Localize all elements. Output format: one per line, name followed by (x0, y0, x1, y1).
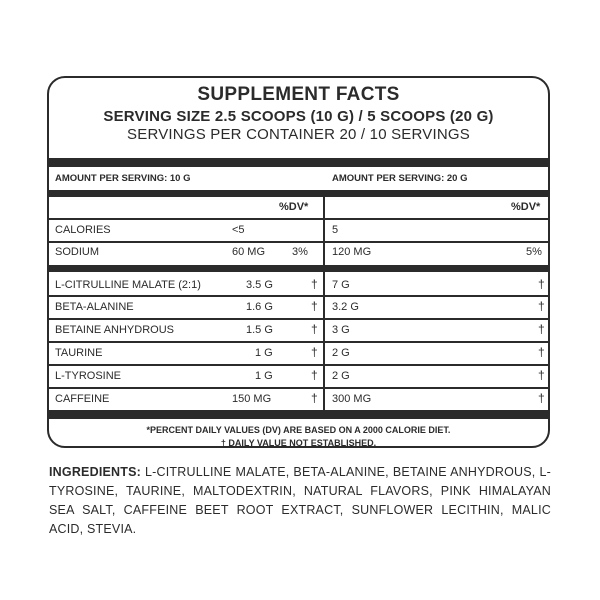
serving-size: SERVING SIZE 2.5 SCOOPS (10 G) / 5 SCOOPS (20 G) (103, 108, 494, 125)
ingredient-name: BETA-ALANINE (55, 301, 134, 313)
dagger-icon: † (538, 299, 545, 313)
dagger-icon: † (311, 277, 318, 291)
row-divider (49, 387, 548, 389)
ingredient-name: L-CITRULLINE MALATE (2:1) (55, 279, 201, 291)
ingredients-list (49, 463, 551, 539)
ingredients-text: L-CITRULLINE MALATE, BETA-ALANINE, BETAINE ANHYDROUS, L-TYROSINE, TAURINE, MALTODEXTRIN, NATURAL FLAVORS, PINK HIMALAYAN SEA SALT, CAFFEINE BEET ROOT EXTRACT, SUNFLOWER LECITHIN, MALIC ACID, STEVIA. (49, 465, 551, 536)
thick-divider (49, 158, 548, 167)
ingredient-name: L-TYROSINE (55, 370, 122, 382)
ingredient-amount-left: 1.5 G (246, 324, 273, 336)
ingredient-amount-right: 2 G (332, 347, 350, 359)
dv-header-left: %DV* (279, 201, 309, 213)
amount-per-serving-left: AMOUNT PER SERVING: 10 G (55, 173, 191, 184)
dagger-icon: † (311, 368, 318, 382)
dagger-icon: † (311, 299, 318, 313)
ingredient-amount-right: 7 G (332, 279, 350, 291)
row-divider (49, 241, 548, 243)
thick-divider (49, 410, 548, 419)
dagger-icon: † (538, 277, 545, 291)
dagger-icon: † (311, 345, 318, 359)
dagger-icon: † (538, 322, 545, 336)
dv-header-right: %DV* (511, 201, 541, 213)
ingredients-label: INGREDIENTS: (49, 465, 141, 479)
row-divider (49, 295, 548, 297)
ingredient-amount-left: 1 G (255, 370, 273, 382)
servings-per-container: SERVINGS PER CONTAINER 20 / 10 SERVINGS (127, 126, 470, 143)
sodium-right: 120 MG (332, 246, 372, 258)
ingredient-name: BETAINE ANHYDROUS (55, 324, 174, 336)
row-divider (49, 364, 548, 366)
dagger-icon: † (538, 368, 545, 382)
footnote-dv: *PERCENT DAILY VALUES (DV) ARE BASED ON A 2000 CALORIE DIET. (146, 425, 451, 435)
dagger-icon: † (311, 391, 318, 405)
sodium-right-dv: 5% (526, 246, 542, 258)
ingredient-amount-left: 3.5 G (246, 279, 273, 291)
supplement-facts-panel (47, 76, 550, 448)
row-divider (49, 218, 548, 220)
sodium-left-dv: 3% (292, 246, 308, 258)
column-divider (323, 197, 325, 269)
ingredient-amount-left: 150 MG (232, 393, 272, 405)
dagger-icon: † (538, 345, 545, 359)
row-divider (49, 341, 548, 343)
ingredient-amount-right: 300 MG (332, 393, 372, 405)
label-title: SUPPLEMENT FACTS (197, 84, 400, 105)
ingredient-amount-right: 2 G (332, 370, 350, 382)
ingredient-name: CAFFEINE (55, 393, 110, 405)
ingredient-name: TAURINE (55, 347, 103, 359)
thick-divider (49, 265, 548, 272)
amount-per-serving-right: AMOUNT PER SERVING: 20 G (332, 173, 468, 184)
dagger-icon: † (538, 391, 545, 405)
calories-right: 5 (332, 224, 339, 236)
thick-divider (49, 190, 548, 197)
ingredient-amount-left: 1.6 G (246, 301, 273, 313)
calories-label: CALORIES (55, 224, 111, 236)
calories-left: <5 (232, 224, 245, 236)
dagger-icon: † (311, 322, 318, 336)
sodium-label: SODIUM (55, 246, 99, 258)
ingredient-amount-right: 3 G (332, 324, 350, 336)
ingredient-amount-right: 3.2 G (332, 301, 359, 313)
ingredient-amount-left: 1 G (255, 347, 273, 359)
sodium-left: 60 MG (232, 246, 266, 258)
row-divider (49, 318, 548, 320)
footnote-dagger: † DAILY VALUE NOT ESTABLISHED. (220, 438, 377, 448)
